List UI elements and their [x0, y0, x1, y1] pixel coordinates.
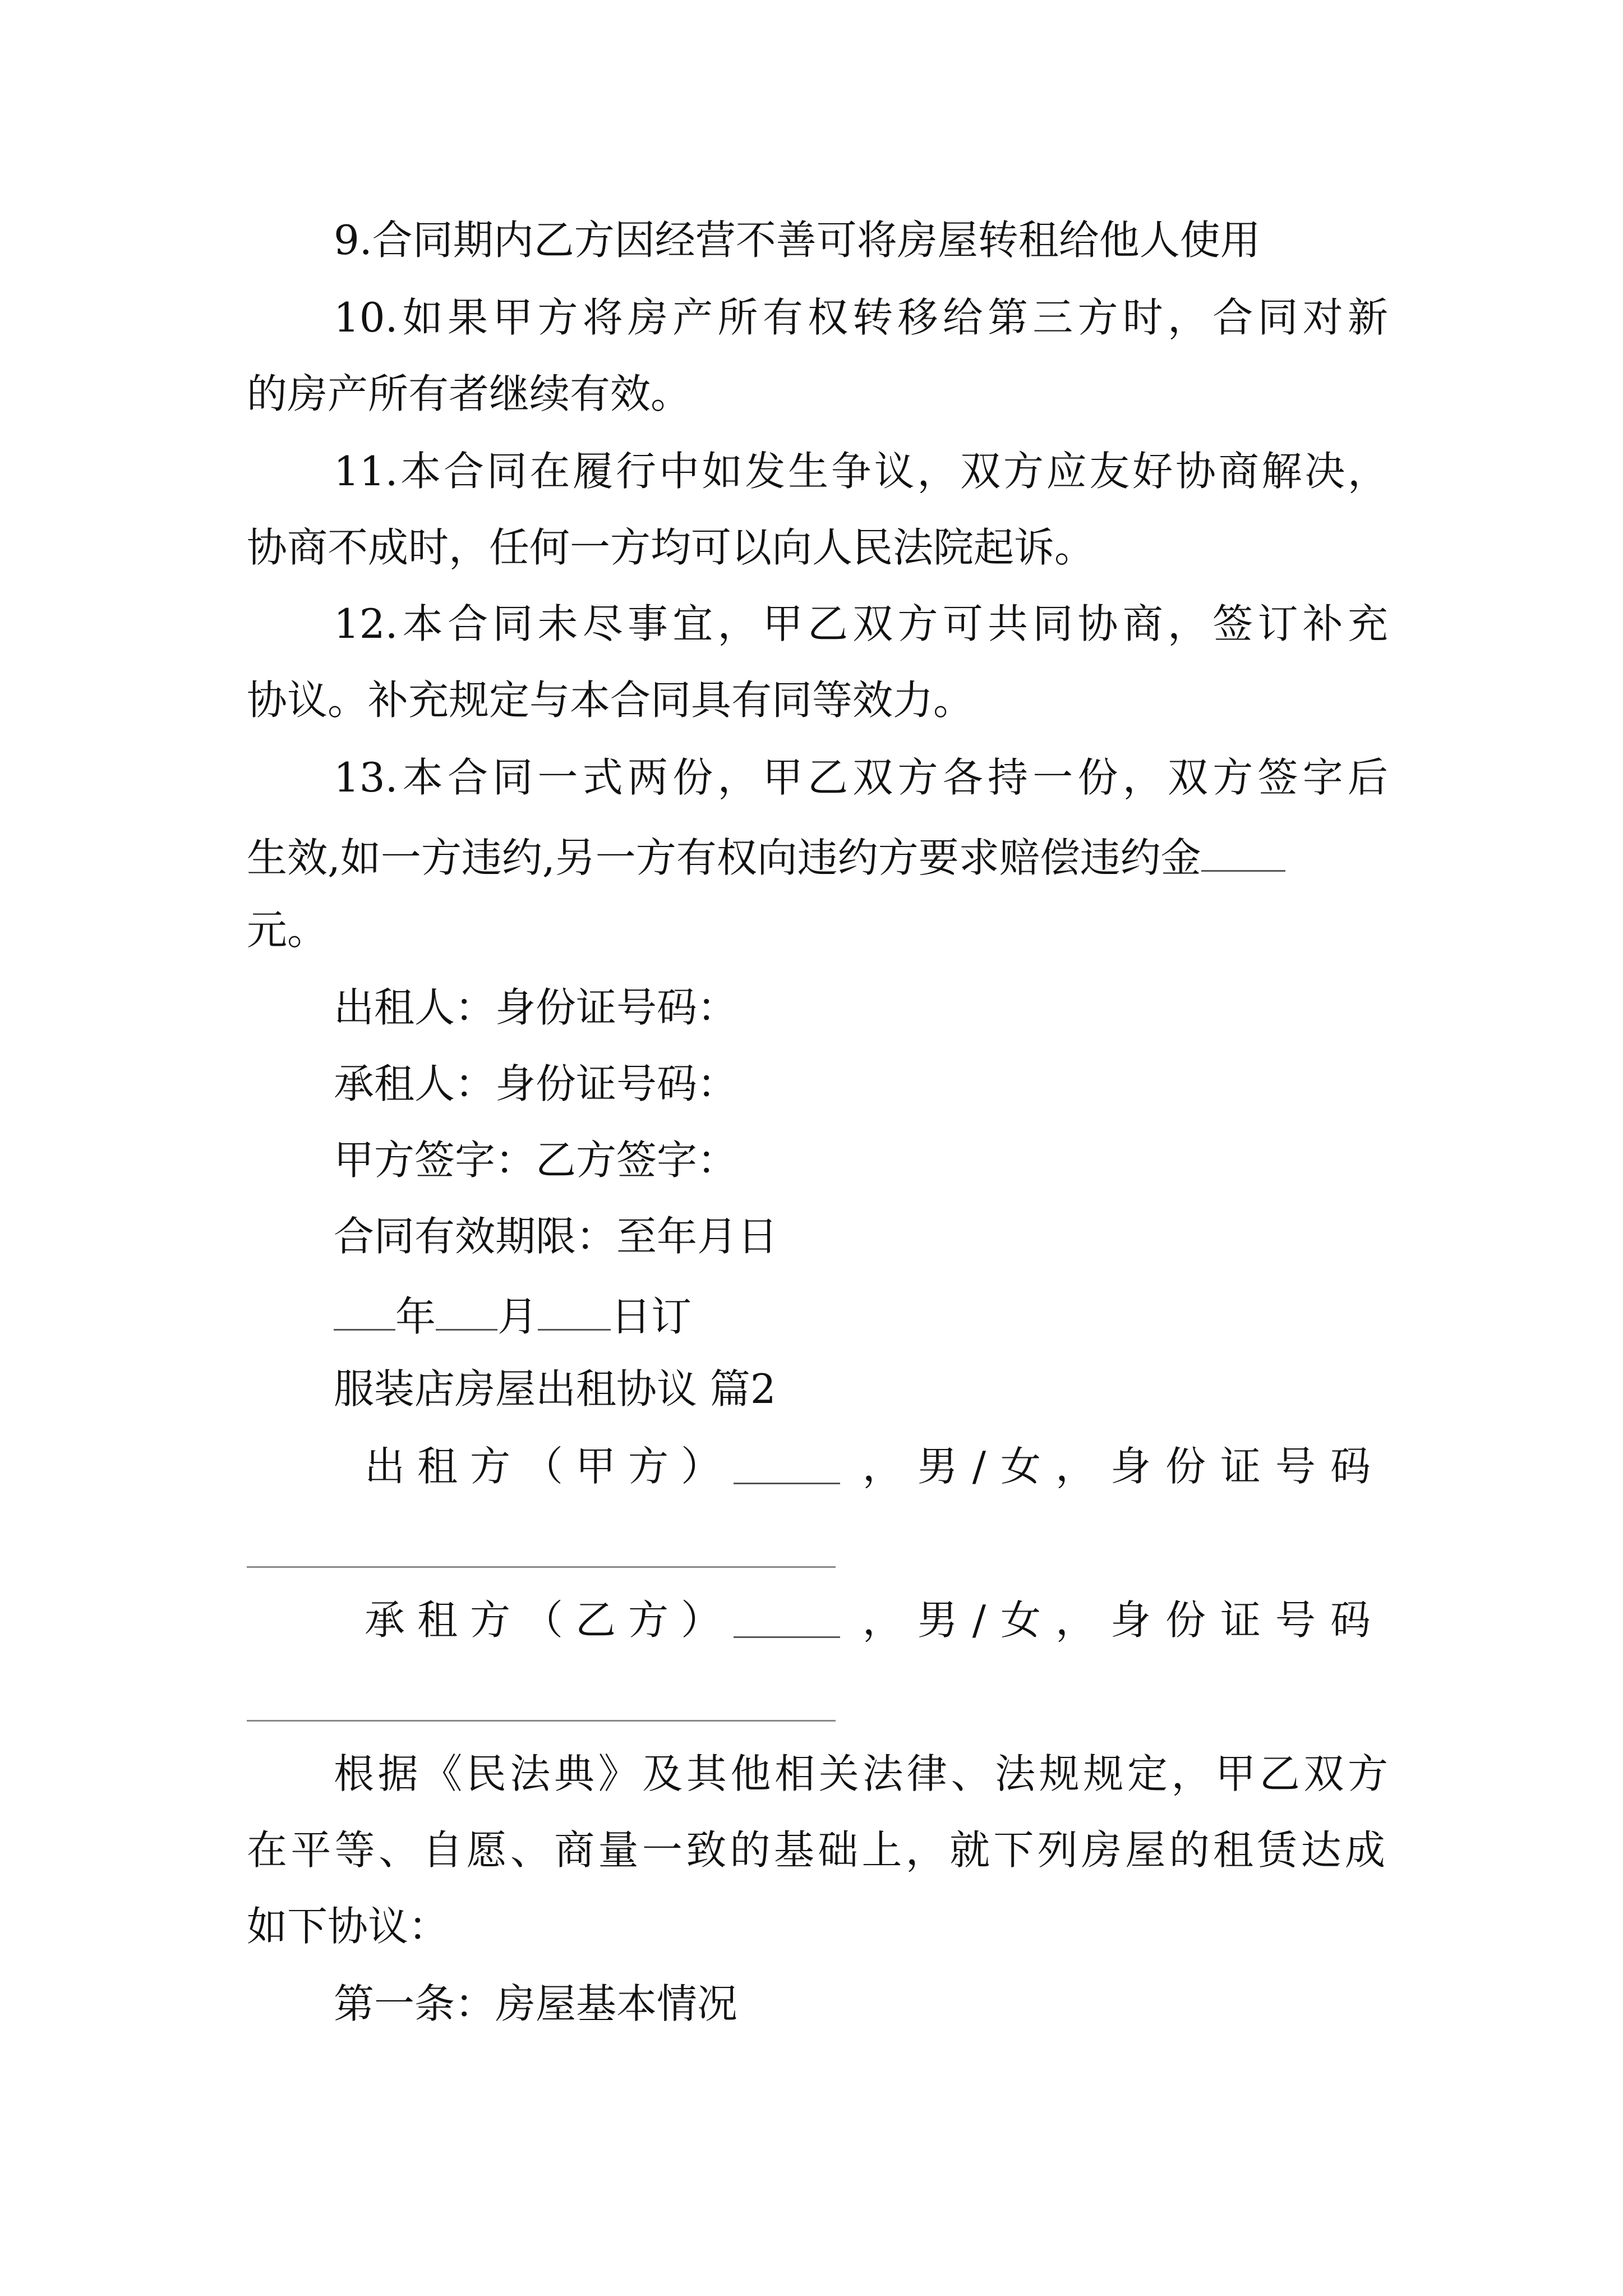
- signature-line: 甲方签字：乙方签字：: [334, 1137, 738, 1184]
- date-signed-line: [334, 1292, 692, 1340]
- clause-13-line-1: 13.本合同一式两份，甲乙双方各持一份，双方签字后: [334, 754, 1388, 801]
- month-blank: [436, 1292, 497, 1331]
- lessor-name-blank: [734, 1446, 840, 1484]
- lessee-id-line: 承租人：身份证号码：: [334, 1060, 738, 1107]
- lessor-party-line: [365, 1443, 1385, 1490]
- year-blank: [334, 1292, 395, 1331]
- lessee-party-line: [365, 1596, 1385, 1644]
- lessee-name-blank: [734, 1600, 840, 1638]
- clause-11-line-1: 11.本合同在履行中如发生争议，双方应友好协商解决，: [334, 448, 1388, 495]
- year-label: 年: [395, 1292, 436, 1340]
- clause-12-line-1: 12.本合同未尽事宜，甲乙双方可共同协商，签订补充: [334, 600, 1388, 647]
- lessee-id-rule: [247, 1720, 836, 1722]
- preamble-line-3: 如下协议：: [247, 1903, 449, 1950]
- clause-13-line-2-text: 生效,如一方违约,另一方有权向违约方要求赔偿违约金: [247, 834, 1201, 881]
- validity-period-line: 合同有效期限：至年月日: [334, 1213, 778, 1260]
- lessor-id-rule: [247, 1566, 836, 1568]
- day-blank: [538, 1292, 611, 1331]
- lessor-id-line: 出租人：身份证号码：: [334, 984, 738, 1031]
- clause-9: 9.合同期内乙方因经营不善可将房屋转租给他人使用: [334, 217, 1261, 264]
- preamble-line-2: 在平等、自愿、商量一致的基础上，就下列房屋的租赁达成: [247, 1826, 1385, 1874]
- lessor-label: 出租方（甲方）: [365, 1443, 734, 1490]
- day-signed-label: 日订: [611, 1292, 692, 1340]
- lessee-gender-id-label: ，男/女，身份证号码: [862, 1596, 1385, 1644]
- clause-13-line-2: [247, 834, 1285, 881]
- clause-13-line-3: 元。: [247, 907, 328, 954]
- clause-12-line-2: 协议。补充规定与本合同具有同等效力。: [247, 677, 974, 724]
- lessee-label: 承租方（乙方）: [365, 1596, 734, 1644]
- preamble-line-1: 根据《民法典》及其他相关法律、法规规定，甲乙双方: [334, 1750, 1388, 1797]
- clause-10-line-2: 的房产所有者继续有效。: [247, 370, 691, 417]
- article-1-heading: 第一条：房屋基本情况: [334, 1980, 738, 2027]
- penalty-amount-blank: [1201, 834, 1285, 872]
- clause-10-line-1: 10.如果甲方将房产所有权转移给第三方时，合同对新: [334, 294, 1388, 341]
- lessor-gender-id-label: ，男/女，身份证号码: [862, 1443, 1385, 1490]
- month-label: 月: [497, 1292, 538, 1340]
- section-heading: 服装店房屋出租协议 篇2: [334, 1365, 776, 1412]
- clause-11-line-2: 协商不成时，任何一方均可以向人民法院起诉。: [247, 524, 1095, 571]
